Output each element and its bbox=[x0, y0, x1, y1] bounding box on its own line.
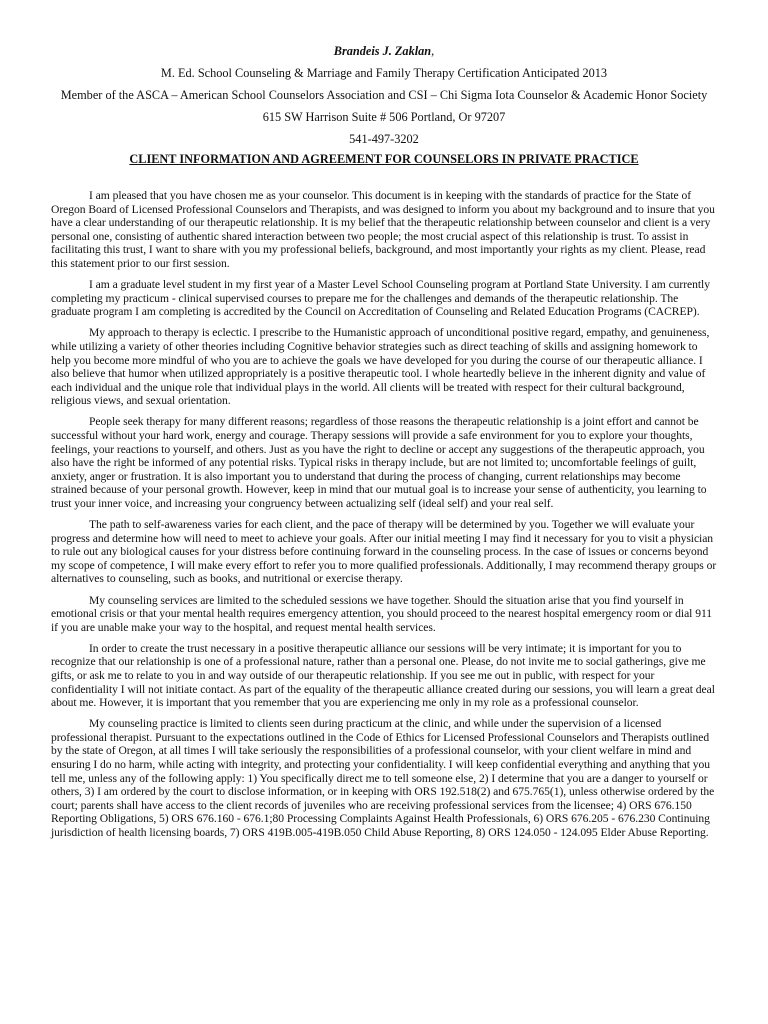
counselor-name: Brandeis J. Zaklan bbox=[333, 44, 432, 58]
paragraph-boundaries: In order to create the trust necessary in a positive therapeutic alliance our sessions will be very intimate; it is important for you to recognize that our relationship is one of a professional nature, rather than a personal one. Please, do not invite me to social gatherings, give me gifts, or ask me to relate to you in and way outside of our therapeutic relationship. If you see me out in public, with respect for your confidentiality I will not initiate contact. As part of the equality of the therapeutic alliance created during our sessions, you will learn a great deal about me. However, it is important that you remember that you are experiencing me only in my role as a professional counselor. bbox=[51, 641, 715, 710]
credentials-line: M. Ed. School Counseling & Marriage and Family Therapy Certification Anticipated 2013 bbox=[160, 66, 608, 80]
paragraph-self-awareness: The path to self-awareness varies for each client, and the pace of therapy will be determined by you. Together we will evaluate your progress and determine how will need to meet to achieve your goals. After our initial meeting I may find it necessary for you to visit a physician to rule out any biological causes for your distress before continuing forward in the counseling process. In the case of issues or concerns beyond my scope of competence, I will make every effort to refer you to more qualified professionals. Additionally, I may recommend therapy groups or alternatives to counseling, such as books, and nutritional or exercise therapy. bbox=[51, 518, 717, 586]
paragraph-background: I am a graduate level student in my first year of a Master Level School Counseling program at Portland State University. I am currently completing my practicum - clinical supervised courses to prepare me for the challenges and demands of the therapeutic relationship. The graduate program I am completing is accredited by the Council on Accreditation of Counseling and Related Education Programs (CACREP). bbox=[51, 278, 710, 319]
counselor-name-suffix: , bbox=[431, 44, 435, 58]
membership-line: Member of the ASCA – American School Counselors Association and CSI – Chi Sigma Iota Counselor & Academic Honor Society bbox=[60, 88, 708, 102]
paragraph-approach: My approach to therapy is eclectic. I prescribe to the Humanistic approach of unconditional positive regard, empathy, and genuineness, while utilizing a variety of other theories including Cognitive behavior strategies such as direct teaching of skills and assigning homework to help you become more mindful of who you are to achieve the goals we have developed for you during the course of our therapeutic alliance. I also believe that humor when utilized appropriately is a positive therapeutic tool. I whole heartedly believe in the inherent dignity and value of each individual and the unique role that individual plays in the world. All clients will be treated with respect for their cultural background, religious views, and sexual orientation. bbox=[51, 326, 710, 408]
phone-line: 541-497-3202 bbox=[349, 132, 419, 146]
paragraph-intro: I am pleased that you have chosen me as your counselor. This document is in keeping with the standards of practice for the State of Oregon Board of Licensed Professional Counselors and Therapists, and was designed to inform you about my background and to insure that you have a clear understanding of our therapeutic relationship. It is my belief that the therapeutic relationship between counselor and client is a very personal one, consisting of authentic shared interaction between two people; the most crucial aspect of this relationship is trust. To assist in facilitating this trust, I want to share with you my professional beliefs, background, and most importantly your rights as my client. Please, read this statement prior to our first session. bbox=[51, 189, 715, 270]
address-line: 615 SW Harrison Suite # 506 Portland, Or 97207 bbox=[262, 110, 506, 124]
document-title: CLIENT INFORMATION AND AGREEMENT FOR COUNSELORS IN PRIVATE PRACTICE bbox=[129, 152, 639, 166]
paragraph-risks: People seek therapy for many different reasons; regardless of those reasons the therapeutic relationship is a joint effort and cannot be successful without your hard work, energy and courage. Therapy sessions will provide a safe environment for you to explore your thoughts, feelings, your reactions to yourself, and others. Just as you have the right to decline or accept any suggestions of the therapeutic approach, you also have the right be informed of any potential risks. Typical risks in therapy include, but are not limited to; uncomfortable feelings of guilt, anxiety, anger or frustration. It is also important you to understand that during the process of changing, current relationships may become strained because of your personal growth. However, keep in mind that our mutual goal is to increase your sense of authenticity, you learning to trust your inner voice, and increasing your congruency between actualizing self (ideal self) and your real self. bbox=[51, 415, 707, 510]
counselor-name-line bbox=[0, 40, 768, 62]
document-body bbox=[0, 189, 768, 840]
letterhead bbox=[0, 40, 768, 150]
paragraph-confidentiality: My counseling practice is limited to clients seen during practicum at the clinic, and while under the supervision of a licensed professional therapist. Pursuant to the expectations outlined in the Code of Ethics for Licensed Professional Counselors and Therapists outlined by the state of Oregon, at all times I will take seriously the responsibilities of a professional counselor, with your client welfare in mind and ensuring I do no harm, while acting with integrity, and protecting your confidentiality. I will keep confidential everything and anything that you tell me, unless any of the following apply: 1) You specifically direct me to tell someone else, 2) I determine that you are a danger to yourself or others, 3) I am ordered by the court to disclose information, or in keeping with ORS 192.518(2) and 675.765(1), unless otherwise ordered by the court; parents shall have access to the client records of juveniles who are receiving professional services from the licensee; 4) ORS 676.150 Reporting Obligations, 5) ORS 676.160 - 676.1;80 Processing Complaints Against Health Professionals, 6) ORS 676.205 - 676.230 Continuing jurisdiction of health licensing boards, 7) ORS 419B.005-419B.050 Child Abuse Reporting, 8) ORS 124.050 - 124.095 Elder Abuse Reporting. bbox=[51, 717, 715, 840]
paragraph-emergency: My counseling services are limited to the scheduled sessions we have together. Should the situation arise that you find yourself in emotional crisis or that your mental health requires emergency attention, you should proceed to the nearest hospital emergency room or dial 911 if you are unable make your way to the hospital, and request mental health services. bbox=[51, 593, 713, 634]
